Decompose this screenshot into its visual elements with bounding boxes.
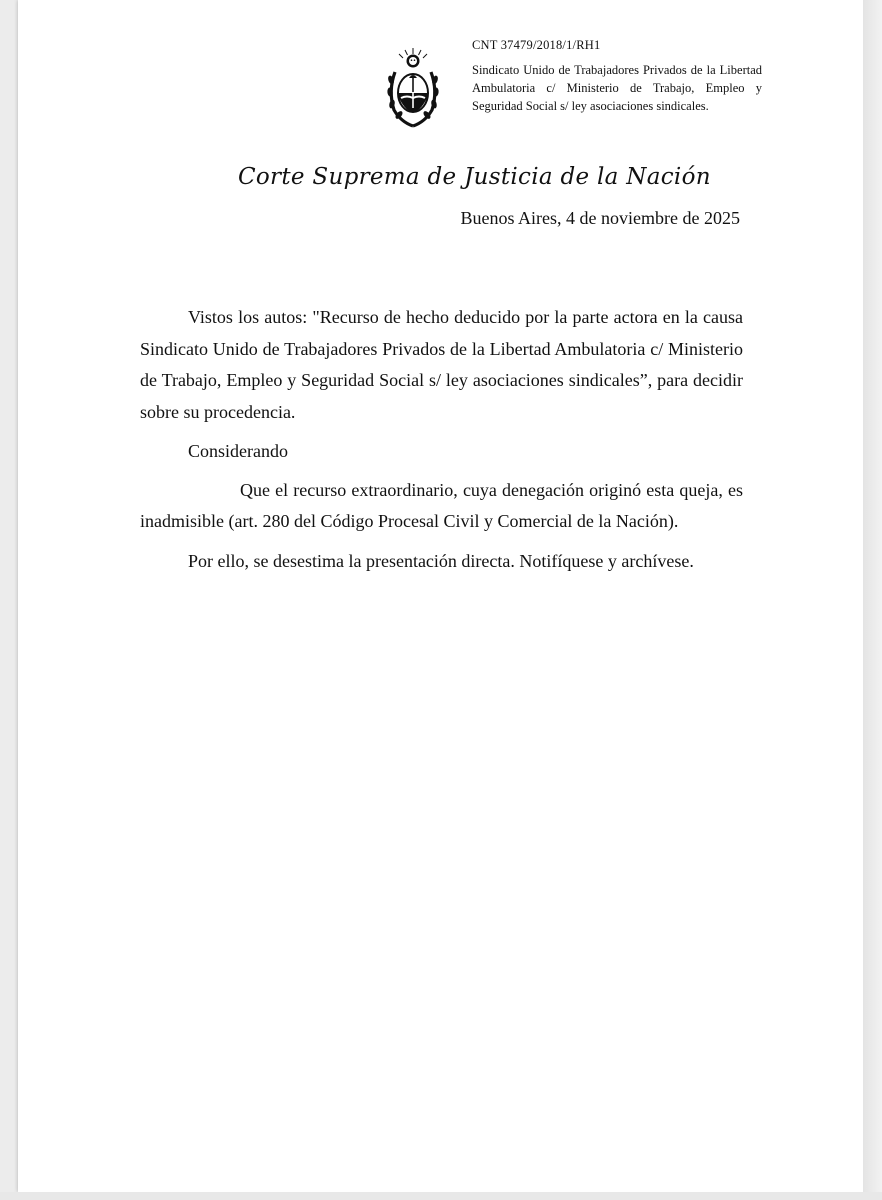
case-title: Sindicato Unido de Trabajadores Privados de la Libertad Ambulatoria c/ Ministerio de Trabajo, Empleo y Seguridad Social s/ ley asociaciones sindicales.	[472, 62, 762, 113]
paragraph-que: Que el recurso extraordinario, cuya denegación originó esta queja, es inadmisible (art. 280 del Código Procesal Civil y Comercial de la Nación).	[140, 479, 743, 531]
page-bottom-shadow	[0, 1192, 882, 1200]
court-name-heading: Corte Suprema de Justicia de la Nación	[238, 164, 711, 190]
case-header	[472, 36, 762, 115]
ruling-body	[140, 302, 743, 577]
paragraph-vistos: Vistos los autos: "Recurso de hecho deducido por la parte actora en la causa Sindicato Unido de Trabajadores Privados de la Libertad Ambulatoria c/ Ministerio de Trabajo, Empleo y Seguridad Social s/ ley asociaciones sindicales”, para decidir sobre su procedencia.	[140, 307, 743, 422]
page-edge-shadow	[863, 0, 882, 1200]
argentine-coat-of-arms-icon	[385, 46, 441, 128]
paragraph-considerando: Considerando	[188, 441, 288, 461]
paragraph-por-ello: Por ello, se desestima la presentación directa. Notifíquese y archívese.	[188, 550, 694, 571]
date-line: Buenos Aires, 4 de noviembre de 2025	[460, 208, 740, 228]
case-number: CNT 37479/2018/1/RH1	[472, 38, 601, 52]
